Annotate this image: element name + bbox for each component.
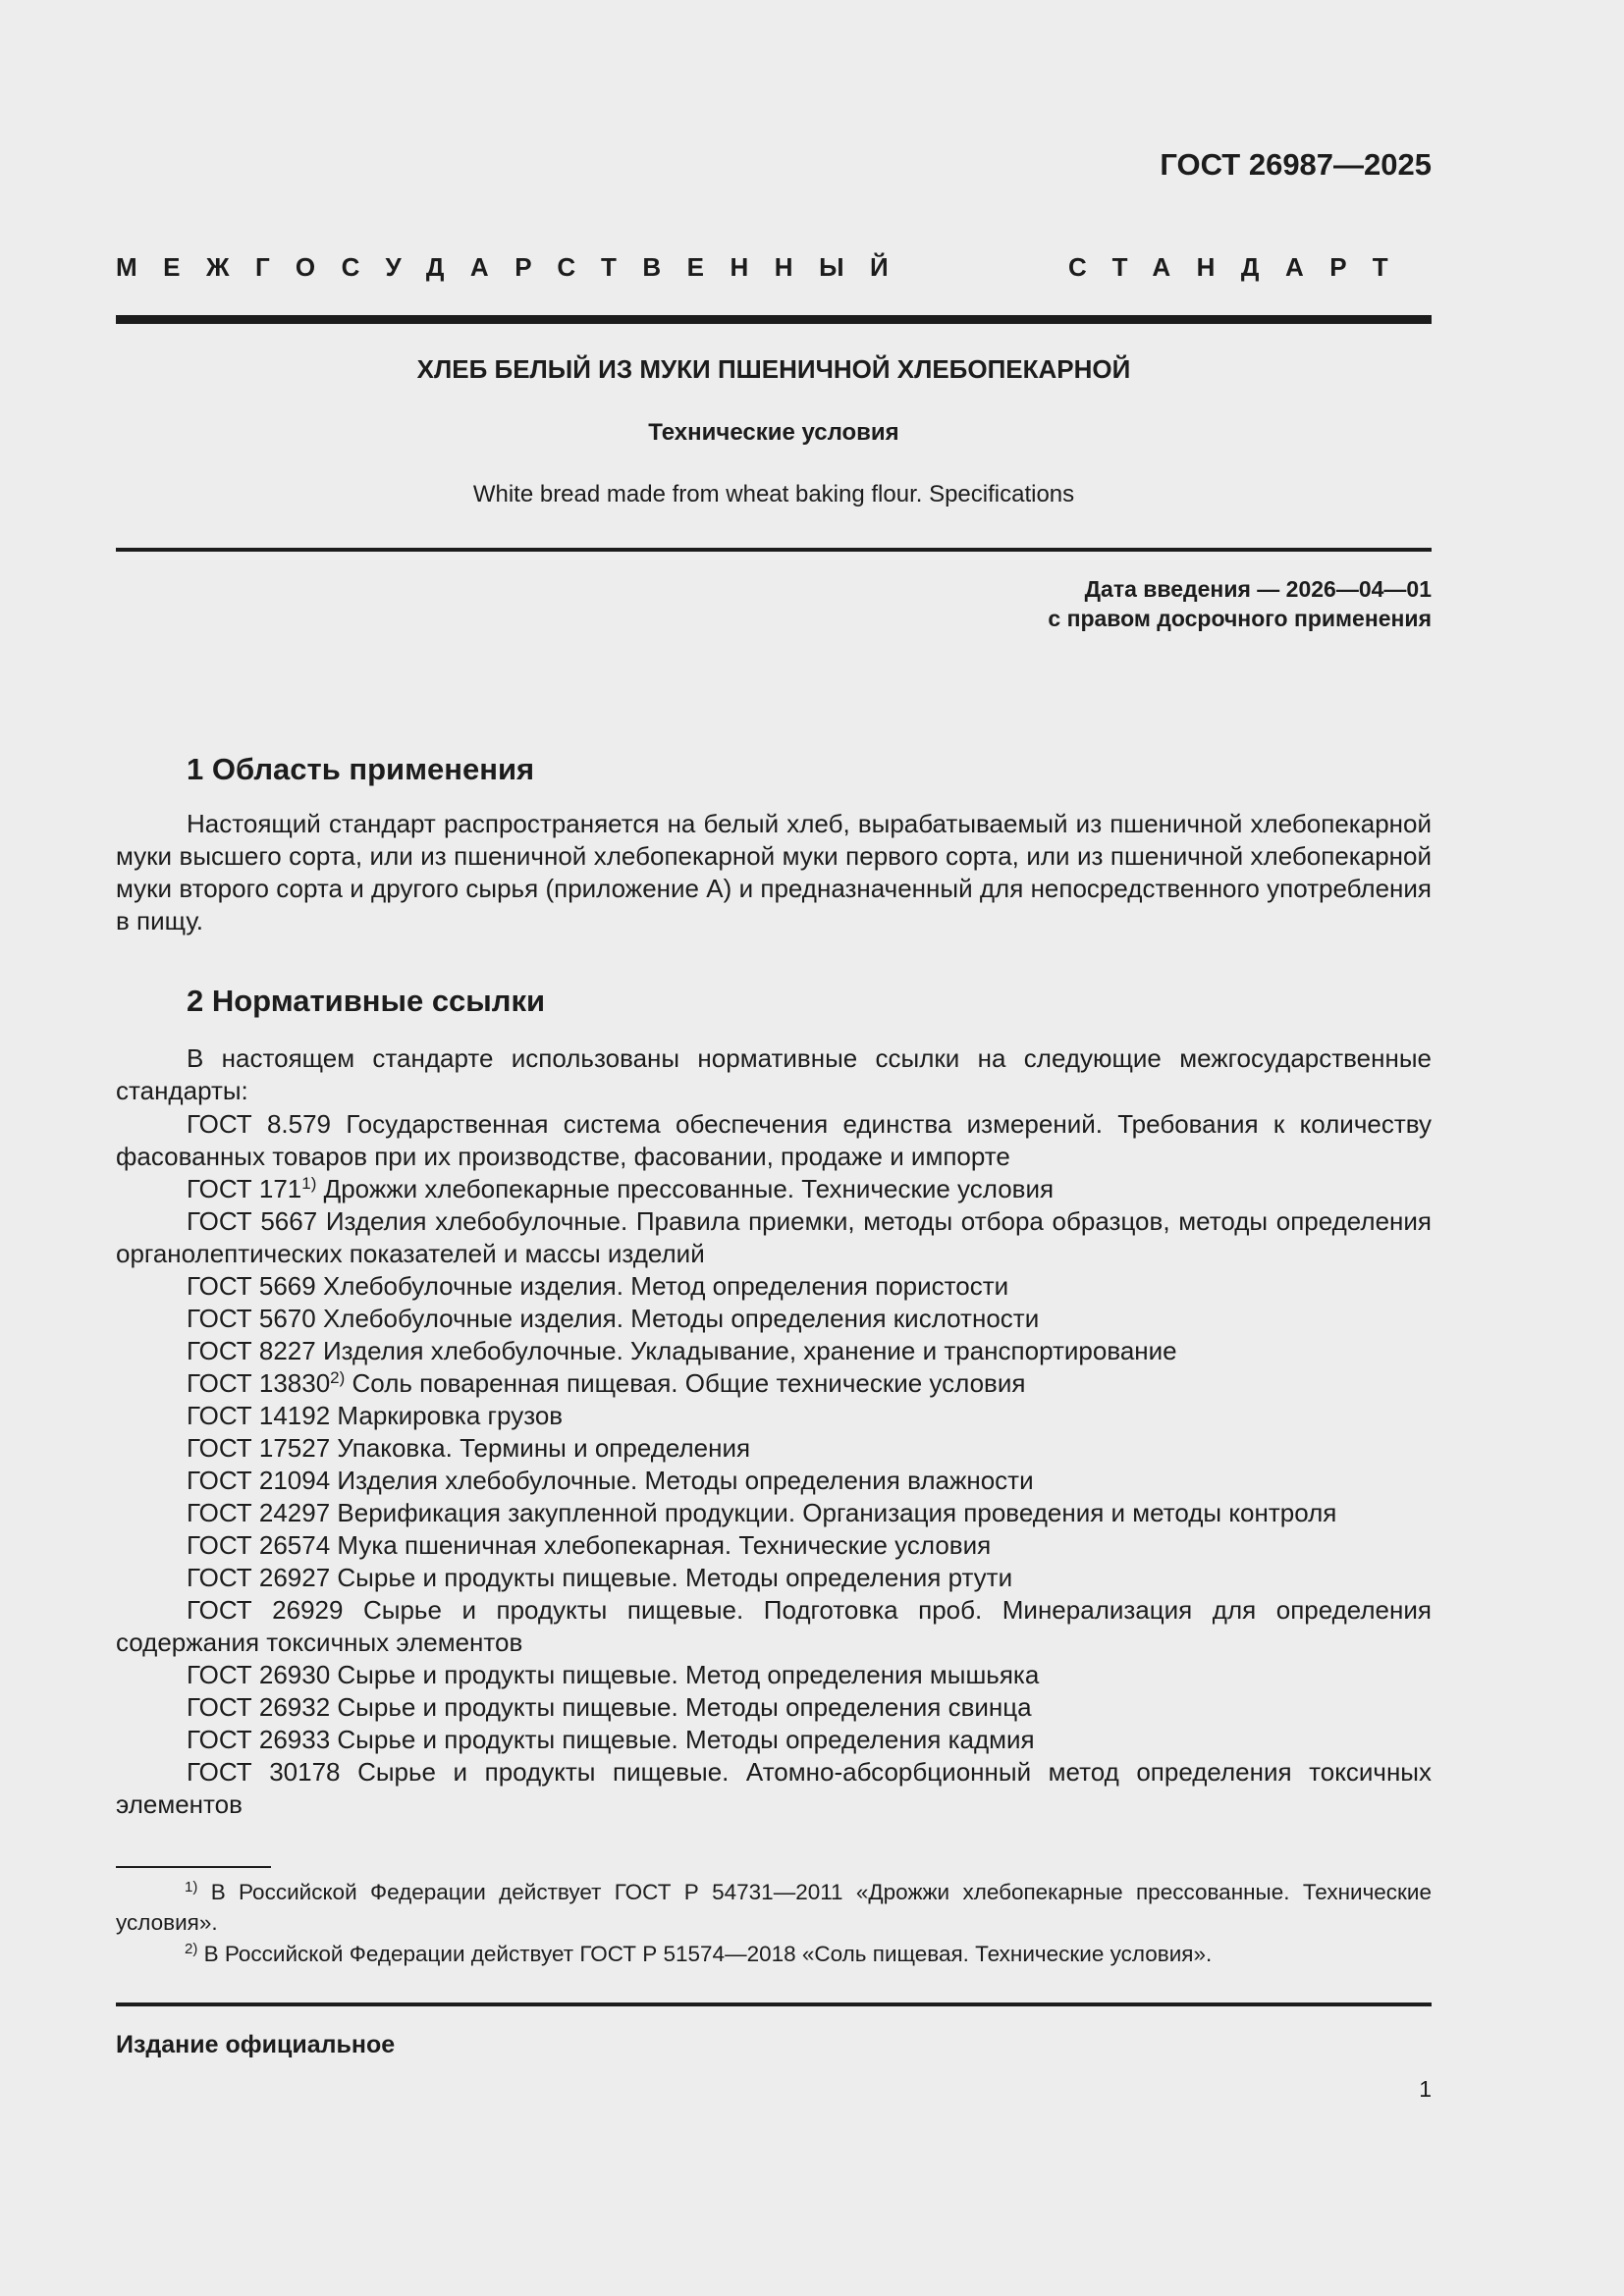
footer-rule <box>116 2002 1432 2006</box>
reference-title: Изделия хлебобулочные. Укладывание, хранение и транспортирование <box>322 1336 1177 1365</box>
document-subtitle: Технические условия <box>648 419 899 446</box>
introduction-date <box>116 574 1432 633</box>
header-rule <box>116 315 1432 324</box>
reference-code: ГОСТ 8.579 <box>187 1109 332 1139</box>
reference-title: Хлебобулочные изделия. Метод определения пористости <box>322 1271 1009 1301</box>
standard-type-right: СТАНДАРТ <box>1068 252 1415 282</box>
reference-item <box>116 1400 1432 1432</box>
standard-type-left: МЕЖГОСУДАРСТВЕННЫЙ <box>116 252 915 282</box>
footnote-item <box>116 1939 1432 1969</box>
reference-item <box>116 1724 1432 1756</box>
reference-title: Маркировка грузов <box>337 1401 564 1430</box>
section-2-intro: В настоящем стандарте использованы нормативные ссылки на следующие межгосударственные стандарты: <box>116 1043 1432 1105</box>
reference-title: Мука пшеничная хлебопекарная. Технические условия <box>337 1530 992 1560</box>
reference-item <box>116 1205 1432 1270</box>
reference-code: ГОСТ 24297 <box>187 1498 331 1527</box>
reference-title: Изделия хлебобулочные. Методы определения влажности <box>337 1466 1034 1495</box>
reference-code: ГОСТ 26933 <box>187 1725 331 1754</box>
reference-code: ГОСТ 5667 <box>187 1206 318 1236</box>
reference-title: Упаковка. Термины и определения <box>337 1433 751 1463</box>
reference-item <box>116 1659 1432 1691</box>
reference-code: ГОСТ 26930 <box>187 1660 331 1689</box>
official-edition: Издание официальное <box>116 2031 396 2058</box>
reference-code: ГОСТ 26932 <box>187 1692 331 1722</box>
reference-item <box>116 1367 1432 1400</box>
reference-item <box>116 1691 1432 1724</box>
footnote-mark: 1) <box>185 1879 198 1896</box>
reference-item <box>116 1497 1432 1529</box>
reference-code: ГОСТ 17527 <box>187 1433 331 1463</box>
reference-title: Сырье и продукты пищевые. Методы определения кадмия <box>337 1725 1035 1754</box>
reference-title: Сырье и продукты пищевые. Атомно-абсорбционный метод определения токсичных элементов <box>116 1757 1432 1819</box>
reference-code: ГОСТ 30178 <box>187 1757 341 1787</box>
reference-item <box>116 1173 1432 1205</box>
reference-item <box>116 1270 1432 1303</box>
reference-title: Соль поваренная пищевая. Общие технические условия <box>352 1368 1026 1398</box>
reference-code: ГОСТ 8227 <box>187 1336 316 1365</box>
reference-item <box>116 1432 1432 1465</box>
reference-item <box>116 1756 1432 1821</box>
reference-item <box>116 1465 1432 1497</box>
reference-code: ГОСТ 26927 <box>187 1563 331 1592</box>
reference-code: ГОСТ 171 <box>187 1174 302 1203</box>
reference-item <box>116 1529 1432 1562</box>
reference-title: Государственная система обеспечения единства измерений. Требования к количеству фасованных товаров при их производстве, фасовании, продаже и импорте <box>116 1109 1432 1171</box>
reference-code: ГОСТ 14192 <box>187 1401 331 1430</box>
reference-title: Изделия хлебобулочные. Правила приемки, методы отбора образцов, методы определения органолептических показателей и массы изделий <box>116 1206 1432 1268</box>
reference-title: Сырье и продукты пищевые. Подготовка проб. Минерализация для определения содержания токсичных элементов <box>116 1595 1432 1657</box>
footnote-mark: 2) <box>185 1941 198 1957</box>
page-number: 1 <box>1419 2076 1432 2102</box>
document-designation: ГОСТ 26987—2025 <box>1160 147 1432 182</box>
reference-item <box>116 1594 1432 1659</box>
section-1-text: Настоящий стандарт распространяется на белый хлеб, вырабатываемый из пшеничной хлебопекарной муки высшего сорта, или из пшеничной хлебопекарной муки первого сорта, или из пшеничной хлебопекарной муки второго сорта и другого сырья (приложение А) и предназначенный для непосредственного употребления в пищу. <box>116 809 1432 935</box>
reference-title: Дрожжи хлебопекарные прессованные. Технические условия <box>323 1174 1055 1203</box>
footnote-separator <box>116 1866 271 1868</box>
reference-code: ГОСТ 13830 <box>187 1368 331 1398</box>
reference-title: Сырье и продукты пищевые. Методы определения ртути <box>337 1563 1013 1592</box>
reference-item <box>116 1335 1432 1367</box>
reference-title: Сырье и продукты пищевые. Методы определения свинца <box>337 1692 1032 1722</box>
title-rule <box>116 548 1432 552</box>
reference-item <box>116 1303 1432 1335</box>
section-2-heading: 2 Нормативные ссылки <box>187 984 546 1018</box>
reference-item <box>116 1108 1432 1173</box>
reference-code: ГОСТ 21094 <box>187 1466 331 1495</box>
reference-title: Сырье и продукты пищевые. Метод определения мышьяка <box>337 1660 1040 1689</box>
reference-code: ГОСТ 5669 <box>187 1271 316 1301</box>
reference-code: ГОСТ 26574 <box>187 1530 331 1560</box>
english-title: White bread made from wheat baking flour. Specifications <box>472 481 1075 507</box>
early-application-line: с правом досрочного применения <box>1048 606 1432 631</box>
reference-item <box>116 1562 1432 1594</box>
footnote-mark: 1) <box>301 1174 317 1193</box>
footnote-text: В Российской Федерации действует ГОСТ Р 51574—2018 «Соль пищевая. Технические условия». <box>203 1942 1213 1966</box>
reference-title: Верификация закупленной продукции. Организация проведения и методы контроля <box>337 1498 1337 1527</box>
section-1-heading: 1 Область применения <box>187 752 535 786</box>
reference-title: Хлебобулочные изделия. Методы определения кислотности <box>322 1304 1040 1333</box>
document-title: ХЛЕБ БЕЛЫЙ ИЗ МУКИ ПШЕНИЧНОЙ ХЛЕБОПЕКАРНОЙ <box>416 354 1131 384</box>
introduction-date-line: Дата введения — 2026—04—01 <box>1084 576 1432 602</box>
footnote-mark: 2) <box>330 1368 346 1387</box>
reference-code: ГОСТ 26929 <box>187 1595 344 1625</box>
reference-code: ГОСТ 5670 <box>187 1304 316 1333</box>
footnote-item <box>116 1877 1432 1938</box>
footnote-text: В Российской Федерации действует ГОСТ Р 54731—2011 «Дрожжи хлебопекарные прессованные. Технические условия». <box>116 1880 1432 1935</box>
